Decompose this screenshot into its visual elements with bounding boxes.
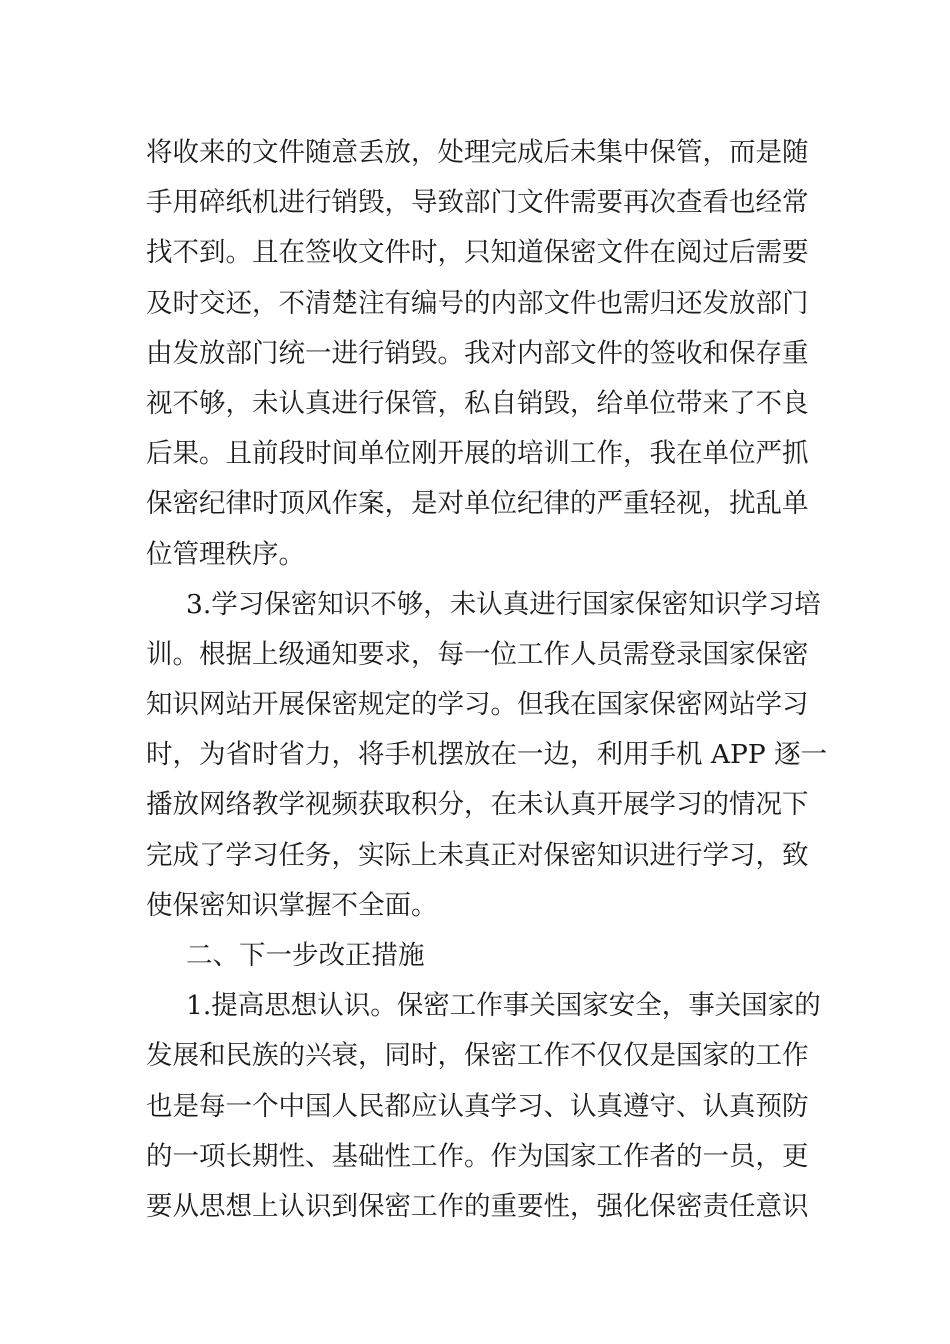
text-line: 找不到。且在签收文件时，只知道保密文件在阅过后需要 — [146, 237, 809, 269]
text-line: 发展和民族的兴衰，同时，保密工作不仅仅是国家的工作 — [146, 1040, 809, 1072]
text-line: 完成了学习任务，实际上未真正对保密知识进行学习，致 — [146, 839, 809, 871]
text-line: 后果。且前段时间单位刚开展的培训工作，我在单位严抓 — [146, 438, 809, 470]
text-line: 保密纪律时顶风作案，是对单位纪律的严重轻视，扰乱单 — [146, 488, 809, 520]
text-line: 要从思想上认识到保密工作的重要性，强化保密责任意识 — [146, 1190, 809, 1222]
text-line: 二、下一步改正措施 — [186, 940, 425, 971]
text-line: 知识网站开展保密规定的学习。但我在国家保密网站学习 — [146, 689, 809, 721]
text-line: 将收来的文件随意丢放，处理完成后未集中保管，而是随 — [146, 137, 809, 168]
text-line: 3.学习保密知识不够，未认真进行国家保密知识学习培 — [186, 588, 821, 620]
text-line: 播放网络教学视频获取积分，在未认真开展学习的情况下 — [146, 789, 809, 821]
text-line: 视不够，未认真进行保管，私自销毁，给单位带来了不良 — [146, 387, 809, 419]
text-line: 及时交还，不清楚注有编号的内部文件也需归还发放部门 — [146, 287, 809, 319]
text-line: 训。根据上级通知要求，每一位工作人员需登录国家保密 — [146, 638, 809, 670]
text-line: 1.提高思想认识。保密工作事关国家安全，事关国家的 — [186, 990, 821, 1022]
document-body — [146, 128, 828, 1232]
text-line: 的一项长期性、基础性工作。作为国家工作者的一员，更 — [146, 1140, 809, 1172]
text-line: 位管理秩序。 — [146, 538, 305, 570]
text-line: 手用碎纸机进行销毁，导致部门文件需要再次查看也经常 — [146, 187, 809, 219]
text-line: 由发放部门统一进行销毁。我对内部文件的签收和保存重 — [146, 337, 809, 369]
text-line: 也是每一个中国人民都应认真学习、认真遵守、认真预防 — [146, 1090, 809, 1122]
text-line: 使保密知识掌握不全面。 — [146, 889, 438, 921]
text-line: 时，为省时省力，将手机摆放在一边，利用手机 APP 逐一 — [146, 739, 828, 771]
